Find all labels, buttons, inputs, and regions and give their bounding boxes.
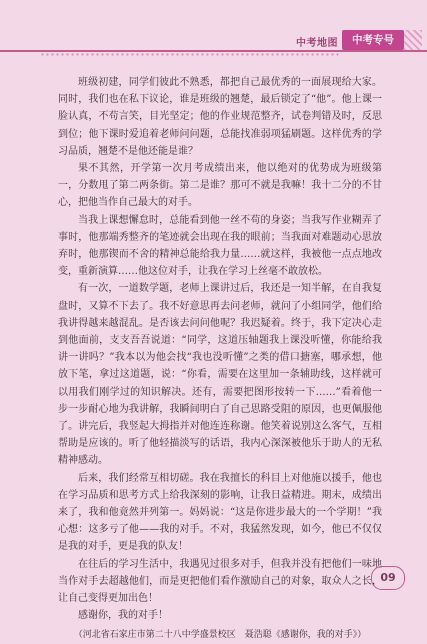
paragraph-1: 班级初建，同学们彼此不熟悉，都把自己最优秀的一面展现给大家。同时，我们也在私下议论，谁是班级的翘楚，最后锁定了“他”。他上课一脸认真，不苟言笑，目光坚定；他的作业规范整齐，试卷判错及时，反思到位；他下课时爱追着老师问问题，总能找准弱项猛刷题。这样优秀的学习品质，翘楚不是他还能是谁？ xyxy=(58,77,382,157)
article-source: （河北省石家庄市第二十八中学盛景校区 聂浩聪《感谢你，我的对手》） xyxy=(73,629,367,640)
paragraph-5: 后来，我们经常互相切磋。我在我擅长的科目上对他施以援手，他也在学习品质和思考方式上给我深刻的影响，让我日益精进。期末，成绩出来了，我和他竟然并列第一。妈妈说：“这是你进步最大的一个学期！”我心想：这多亏了他——我的对手。不对，我猛然发现，如今，他已不仅仅是我的对手，更是我的队友！ xyxy=(58,472,382,553)
paragraph-4: 有一次，一道数学题，老师上课讲过后，我还是一知半解，在自我复盘时，又算不下去了。我不好意思再去问老师，就问了小组同学，他们给我讲得越来越混乱。是否该去问问他呢？我迟疑着。终于，我下定决心走到他面前，支支吾吾说道：“同学，这道压轴题我上课没听懂，你能给我讲一讲吗？”我本以为他会找“我也没听懂”之类的借口搪塞，哪承想，他放下笔，拿过这道题，说：“你看，需要在这里加一条辅助线，这样就可以用我们刚学过的知识解决。还有，需要把图形按转一下……”看着他一步一步耐心地为我讲解，我瞬间明白了自己思路受阻的原因，也更佩服他了。讲完后，我竖起大拇指并对他连连称谢。他笑着说别这么客气，互相帮助是应该的。听了他轻描淡写的话语，我内心深深被他乐于助人的无私精神感动。 xyxy=(58,283,382,467)
paragraph-2: 果不其然，开学第一次月考成绩出来，他以绝对的优势成为班级第一，分数甩了第二两条街。第二是谁？那可不就是我嘛！我十二分的不甘心，把他当作自己最大的对手。 xyxy=(58,163,382,209)
page-number: 09 xyxy=(371,566,405,590)
column-tag: 中考专号 xyxy=(342,30,404,50)
paragraph-6: 在往后的学习生活中，我遇见过很多对手，但我并没有把他们一味地当作对手去超越他们，而是更把他们看作激励自己的对象，取众人之长，让自己变得更加出色！ xyxy=(58,558,382,605)
signoff-line: 感谢你，我的对手！ xyxy=(78,610,168,622)
paragraph-3: 当我上课想懈怠时，总能看到他一丝不苟的身姿；当我写作业糊弄了事时，他那端秀整齐的笔迹就会出现在我的眼前；当我面对难题动心思放弃时，他那锲而不舍的精神总能给我力量……就这样，我被他一点点地改变，重新演算……他这位对手，让我在学习上丝毫不敢放松。 xyxy=(58,214,382,278)
tag-stripes-decoration xyxy=(404,30,422,50)
header-dotted-line xyxy=(40,53,340,56)
header-rule xyxy=(0,50,427,52)
article-body xyxy=(58,74,382,644)
section-label: 中考地图 xyxy=(296,38,338,49)
